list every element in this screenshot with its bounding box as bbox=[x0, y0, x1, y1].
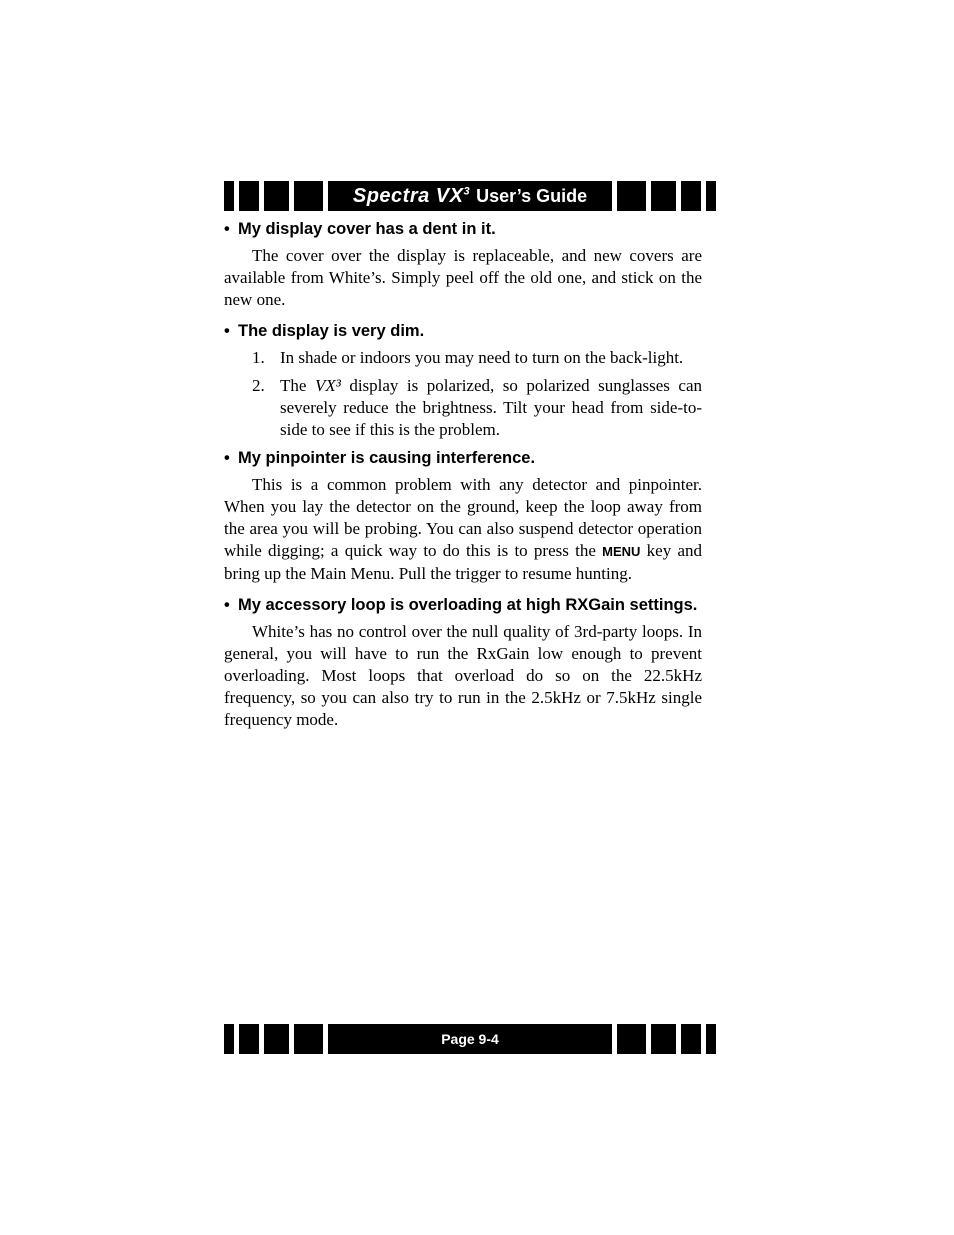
page-content bbox=[224, 218, 702, 731]
header-block bbox=[294, 181, 323, 211]
footer-bar bbox=[224, 1024, 702, 1054]
faq-section bbox=[224, 218, 702, 311]
numbered-list bbox=[224, 347, 702, 441]
faq-section bbox=[224, 447, 702, 585]
header-block bbox=[224, 181, 234, 211]
header-block bbox=[706, 181, 716, 211]
guide-title: User’s Guide bbox=[476, 185, 588, 206]
list-item: 2. The VX³ display is polarized, so polarized sunglasses can severely reduce the brightness. Tilt your head from side-to-side to see if this is the problem. bbox=[252, 376, 702, 439]
faq-heading: • My display cover has a dent in it. bbox=[224, 220, 496, 238]
header-block bbox=[681, 181, 701, 211]
header-block bbox=[651, 181, 676, 211]
header-block bbox=[239, 181, 259, 211]
menu-key-label: MENU bbox=[602, 544, 641, 559]
footer-block bbox=[706, 1024, 716, 1054]
page-number: Page 9-4 bbox=[328, 1024, 612, 1054]
header-bar bbox=[224, 181, 702, 211]
header-block bbox=[617, 181, 646, 211]
footer-block bbox=[294, 1024, 323, 1054]
footer-block bbox=[617, 1024, 646, 1054]
footer-block bbox=[264, 1024, 289, 1054]
header-title-box bbox=[328, 181, 612, 211]
footer-block bbox=[239, 1024, 259, 1054]
faq-section bbox=[224, 594, 702, 731]
header-block bbox=[264, 181, 289, 211]
faq-section bbox=[224, 320, 702, 441]
faq-heading: • My accessory loop is overloading at high RXGain settings. bbox=[224, 596, 698, 614]
faq-paragraph: The cover over the display is replaceable, and new covers are available from White’s. Simply peel off the old one, and stick on the new one. bbox=[224, 246, 702, 309]
footer-block bbox=[681, 1024, 701, 1054]
footer-block bbox=[651, 1024, 676, 1054]
faq-paragraph: White’s has no control over the null quality of 3rd-party loops. In general, you will have to run the RxGain low enough to prevent overloading. Most loops that overload do so on the 22.5kHz frequency, so you can also try to run in the 2.5kHz or 7.5kHz single frequency mode. bbox=[224, 622, 702, 729]
faq-heading: • The display is very dim. bbox=[224, 322, 425, 340]
faq-paragraph: This is a common problem with any detector and pinpointer. When you lay the detector on the ground, keep the loop away from the area you will be probing. You can also suspend detector operation while digging; a quick way to do this is to press the MENU key and bring up the Main Menu. Pull the trigger to resume hunting. bbox=[224, 475, 702, 583]
list-item: 1. In shade or indoors you may need to turn on the back-light. bbox=[252, 348, 684, 367]
brand-name: Spectra $VX^3$ bbox=[352, 184, 471, 207]
footer-block bbox=[224, 1024, 234, 1054]
faq-heading: • My pinpointer is causing interference. bbox=[224, 449, 536, 467]
